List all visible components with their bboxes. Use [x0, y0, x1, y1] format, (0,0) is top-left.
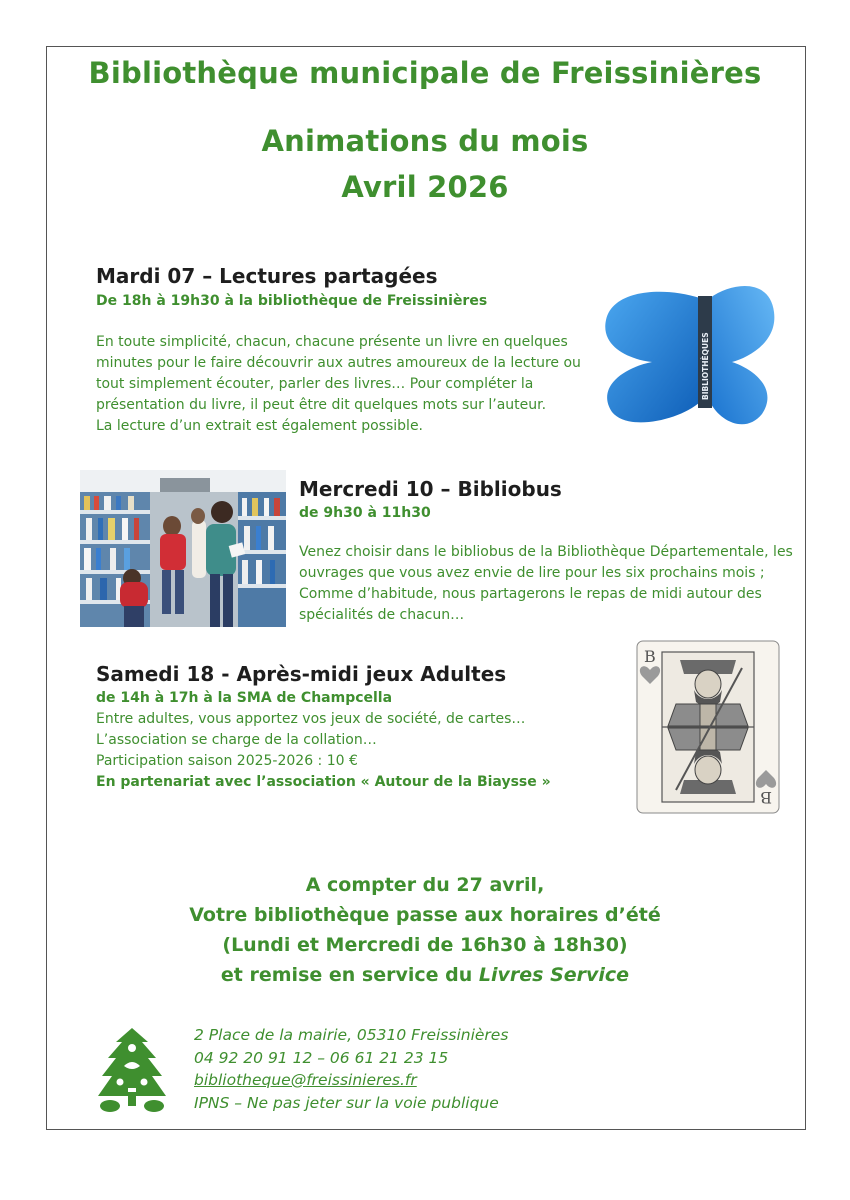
event-3-title: Samedi 18 - Après-midi jeux Adultes [96, 662, 507, 686]
event-3-partnership: En partenariat avec l’association « Autour de la Biaysse » [96, 774, 551, 790]
livres-service-emphasis: Livres Service [478, 964, 630, 986]
closing-line-3: (Lundi et Mercredi de 16h30 à 18h30) [222, 934, 628, 956]
footer-notice: IPNS – Ne pas jeter sur la voie publique [194, 1093, 499, 1112]
event-1-line: minutes pour le faire découvrir aux autres amoureux de la lecture ou [96, 355, 581, 371]
bibliobus-photo [80, 470, 286, 627]
event-1-line: La lecture d’un extrait est également possible. [96, 418, 424, 434]
event-3-schedule: de 14h à 17h à la SMA de Champcella [96, 690, 393, 706]
event-2-line: Venez choisir dans le bibliobus de la Bibliothèque Départementale, les [299, 544, 793, 560]
page-subtitle: Animations du mois [261, 124, 589, 158]
closing-line-2: Votre bibliothèque passe aux horaires d’été [189, 904, 661, 926]
closing-line-1: A compter du 27 avril, [305, 874, 545, 896]
footer-contact [194, 1024, 508, 1114]
event-2-title: Mercredi 10 – Bibliobus [299, 477, 562, 501]
playing-card-image [636, 640, 780, 814]
closing-line-4-prefix: et remise en service du [220, 964, 479, 986]
butterfly-book-image [592, 276, 776, 432]
event-1-title: Mardi 07 – Lectures partagées [96, 264, 438, 288]
closing-line-4 [0, 960, 850, 990]
event-2-line: Comme d’habitude, nous partagerons le repas de midi autour des [299, 586, 762, 602]
event-3-description [96, 709, 551, 793]
event-1-line: En toute simplicité, chacun, chacune présente un livre en quelques [96, 334, 568, 350]
butterfly-label: BIBLIOTHÈQUES [701, 332, 710, 400]
event-2-line: spécialités de chacun… [299, 607, 465, 623]
event-1-description [96, 332, 581, 437]
event-1-line: présentation du livre, il peut être dit quelques mots sur l’auteur. [96, 397, 547, 413]
event-3-line: Participation saison 2025-2026 : 10 € [96, 753, 358, 769]
event-2-description [299, 542, 793, 626]
footer-email-link[interactable]: bibliotheque@freissinieres.fr [194, 1071, 417, 1089]
event-1-schedule: De 18h à 19h30 à la bibliothèque de Freissinières [96, 293, 488, 309]
library-title: Bibliothèque municipale de Freissinières [88, 56, 762, 90]
event-2-line: ouvrages que vous avez envie de lire pour les six prochains mois ; [299, 565, 765, 581]
event-3-line: Entre adultes, vous apportez vos jeux de société, de cartes… [96, 711, 526, 727]
event-1-line: tout simplement écouter, parler des livres… Pour compléter la [96, 376, 534, 392]
card-letter-bottom: B [760, 788, 772, 807]
event-3-line: L’association se charge de la collation… [96, 732, 377, 748]
month-title: Avril 2026 [341, 170, 509, 204]
tree-logo [96, 1026, 168, 1114]
event-2-schedule: de 9h30 à 11h30 [299, 505, 431, 521]
footer-phones: 04 92 20 91 12 – 06 61 21 23 15 [194, 1048, 449, 1067]
card-letter-top: B [644, 647, 656, 666]
footer-address: 2 Place de la mairie, 05310 Freissinières [194, 1026, 509, 1044]
